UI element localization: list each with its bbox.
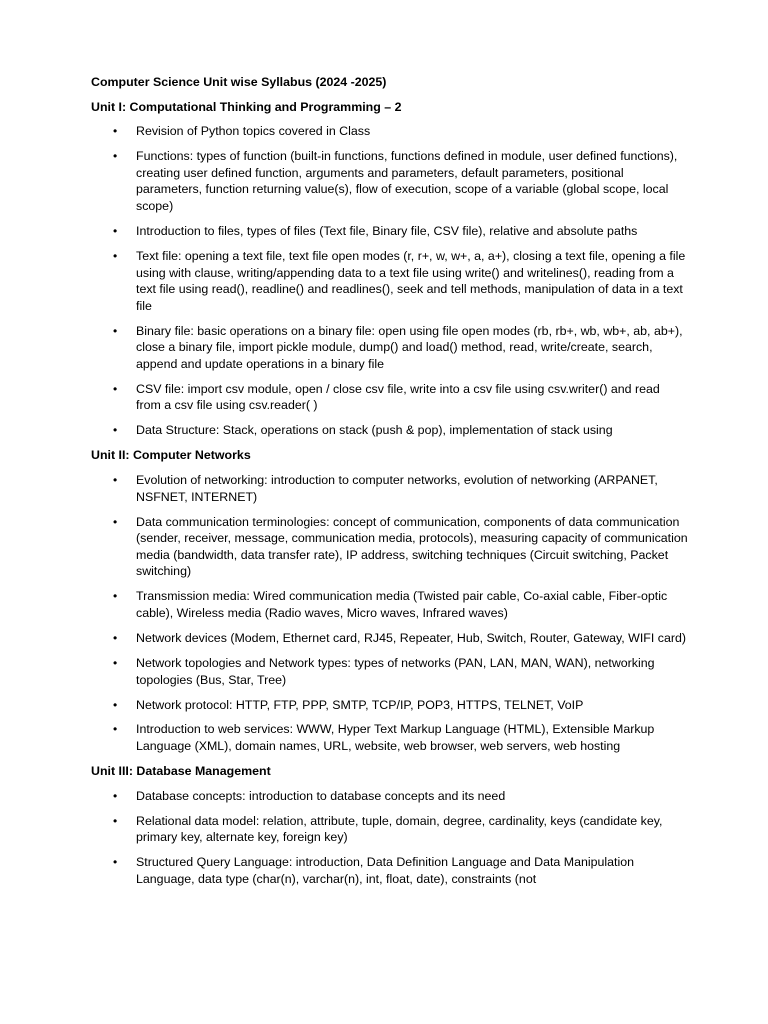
bullet-icon: • [113,630,118,645]
topic-text: Network devices (Modem, Ethernet card, RJ45, Repeater, Hub, Switch, Router, Gateway, WIFI card) [136,630,686,645]
list-item [91,588,688,621]
list-item [91,148,688,214]
list-item [91,655,688,688]
topic-text: Text file: opening a text file, text file open modes (r, r+, w, w+, a, a+), closing a text file, opening a file using with clause, writing/appending data to a text file using write() and writelines(), reading from a text file using read(), readline() and readlines(), seek and tell methods, manipulation of data in a text file [136,248,686,313]
topic-text: Data Structure: Stack, operations on stack (push & pop), implementation of stack using [136,423,613,438]
bullet-icon: • [113,124,118,139]
topic-text: Data communication terminologies: concept of communication, components of data communication (sender, receiver, message, communication media, protocols), measuring capacity of communication media (bandwidth, data transfer rate), IP address, switching techniques (Circuit switching, Packet switching) [136,514,688,579]
bullet-icon: • [113,149,118,164]
topic-text: CSV file: import csv module, open / close csv file, write into a csv file using csv.writer() and read from a csv file using csv.reader( ) [136,381,660,413]
topic-text: Network topologies and Network types: types of networks (PAN, LAN, MAN, WAN), networking topologies (Bus, Star, Tree) [136,655,655,687]
list-item [91,813,688,846]
bullet-icon: • [113,697,118,712]
topic-text: Evolution of networking: introduction to computer networks, evolution of networking (ARPANET, NSFNET, INTERNET) [136,473,658,504]
list-item [91,323,688,373]
list-item [91,223,688,240]
unit-2-topic-list [91,472,688,755]
bullet-icon: • [113,589,118,604]
unit-2-heading: Unit II: Computer Networks [91,448,251,463]
list-item [91,697,688,714]
list-item [91,381,688,414]
unit-3-heading: Unit III: Database Management [91,764,271,779]
unit-1-heading: Unit I: Computational Thinking and Programming – 2 [91,99,402,114]
topic-text: Introduction to web services: WWW, Hyper Text Markup Language (HTML), Extensible Markup Language (XML), domain names, URL, website, web browser, web servers, web hosting [136,722,655,754]
bullet-icon: • [113,855,118,870]
topic-text: Structured Query Language: introduction, Data Definition Language and Data Manipulation Language, data type (char(n), varchar(n), int, float, date), constraints (not [136,855,635,886]
list-item [91,422,688,439]
topic-text: Binary file: basic operations on a binary file: open using file open modes (rb, rb+, wb, wb+, ab, ab+), close a binary file, import pickle module, dump() and load() method, read, write/create, search, append and update operations in a binary file [136,323,683,371]
list-item [91,854,688,887]
bullet-icon: • [113,788,118,803]
bullet-icon: • [113,655,118,670]
unit-3-topic-list [91,788,688,888]
list-item [91,721,688,754]
bullet-icon: • [113,473,118,488]
list-item [91,472,688,505]
list-item [91,630,688,647]
bullet-icon: • [113,223,118,238]
bullet-icon: • [113,423,118,438]
bullet-icon: • [113,381,118,396]
topic-text: Database concepts: introduction to database concepts and its need [136,788,506,803]
list-item [91,123,688,140]
list-item [91,788,688,805]
topic-text: Relational data model: relation, attribute, tuple, domain, degree, cardinality, keys (candidate key, primary key, alternate key, foreign key) [136,813,663,845]
topic-text: Revision of Python topics covered in Class [136,124,371,139]
topic-text: Network protocol: HTTP, FTP, PPP, SMTP, TCP/IP, POP3, HTTPS, TELNET, VoIP [136,697,584,712]
topic-text: Functions: types of function (built-in functions, functions defined in module, user defined functions), creating user defined function, arguments and parameters, default parameters, positional parameters, function returning value(s), flow of execution, scope of a variable (global scope, local scope) [136,149,678,213]
topic-text: Transmission media: Wired communication media (Twisted pair cable, Co-axial cable, Fiber-optic cable), Wireless media (Radio waves, Micro waves, Infrared waves) [136,589,668,620]
bullet-icon: • [113,248,118,263]
list-item [91,514,688,580]
bullet-icon: • [113,722,118,737]
document-title: Computer Science Unit wise Syllabus (2024 -2025) [91,75,387,89]
bullet-icon: • [113,514,118,529]
bullet-icon: • [113,323,118,338]
topic-text: Introduction to files, types of files (Text file, Binary file, CSV file), relative and absolute paths [136,223,638,238]
bullet-icon: • [113,813,118,828]
list-item [91,248,688,314]
unit-1-topic-list [91,123,688,439]
